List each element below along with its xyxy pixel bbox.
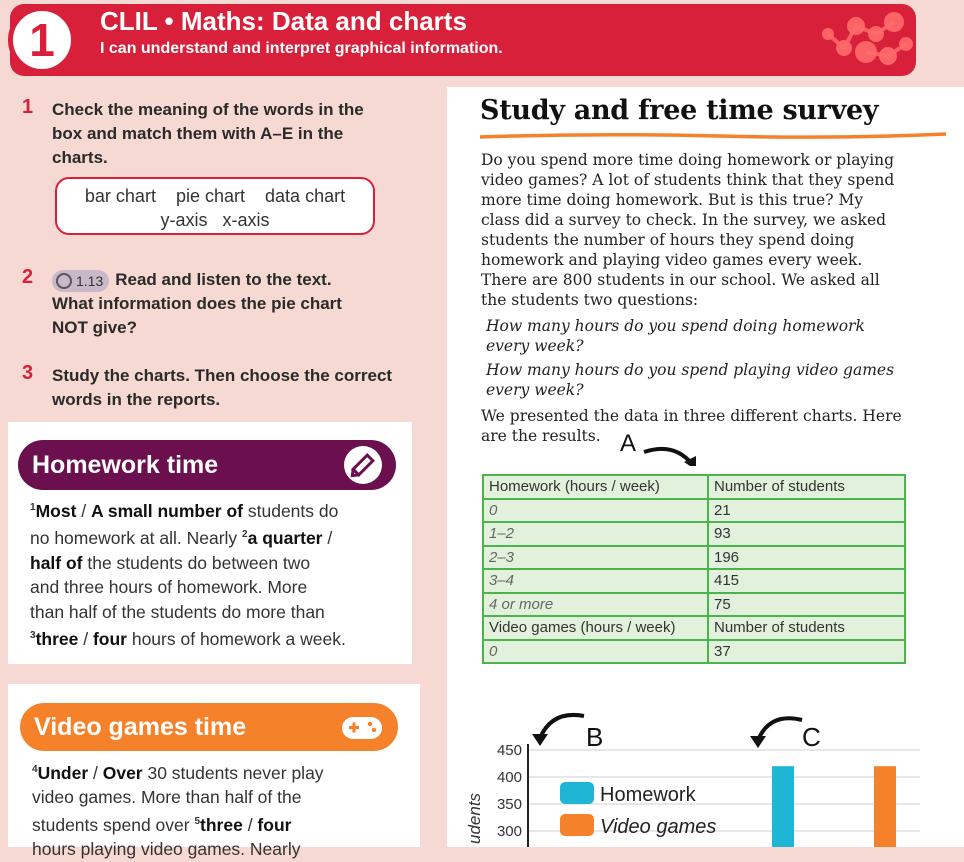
table-cell: 37 [708,640,905,664]
exercise-1-number: 1 [22,96,34,118]
bar-chart [450,740,964,847]
choice-a-quarter[interactable]: a quarter [247,528,323,549]
legend-swatch [560,814,594,836]
bar [874,766,896,847]
exercise-3-number: 3 [22,362,34,384]
word-x-axis: x-axis [222,210,270,230]
exercise-2-number: 2 [22,266,34,288]
gamepad-icon [340,711,384,743]
survey-question-1: How many hours do you spend doing homework every week? [486,317,865,355]
table-cell: 1–2 [483,522,708,546]
table-cell: 21 [708,499,905,523]
homework-report-text: $^1$Most / A small number of students do no homework at all. Nearly $^2$a quarter / half of the students do between two and three hours of homework. More than half of the students do more than $^3$three / four hours of homework a week. [30,500,346,649]
choice-three[interactable]: three [35,628,79,649]
word-box [55,177,375,235]
unit-number: 1 [8,6,76,74]
table-header-homework: Homework (hours / week) [483,475,708,499]
lesson-title: CLIL • Maths: Data and charts [100,6,467,36]
legend-label: Video games [600,816,717,838]
table-header-games: Video games (hours / week) [483,616,708,640]
table-cell: 2–3 [483,546,708,570]
legend-swatch [560,782,594,804]
table-cell: 0 [483,640,708,664]
choice-half-of[interactable]: half of [30,552,83,573]
choice-over[interactable]: Over [102,762,143,783]
label-b: B [586,722,604,752]
exercise-1-text: Check the meaning of the words in the box and match them with A–E in the charts. [52,100,364,167]
word-pie-chart: pie chart [175,186,246,206]
bar [772,766,794,847]
lesson-subtitle: I can understand and interpret graphical information. [100,40,503,57]
y-tick-label: 300 [496,823,522,840]
pencil-icon [344,446,382,484]
article-paragraph-2: We presented the data in three different charts. Here are the results. [481,407,902,445]
legend-label: Homework [600,784,696,806]
word-bar-chart: bar chart [84,186,156,206]
audio-icon [56,273,72,289]
table-cell: 0 [483,499,708,523]
article-paragraph-1: Do you spend more time doing homework or playing video games? A lot of students think that they spend more time doing homework. But is this true? My class did a survey to check. In the survey, we asked students the number of hours they spend doing homework and playing video games every week. There are 800 students in our school. We asked all the students two questions: [481,151,895,309]
choice-three-games[interactable]: three [200,814,243,835]
word-data-chart: data chart [265,186,346,206]
word-y-axis: y-axis [160,210,208,230]
table-cell: 4 or more [483,593,708,617]
choice-under[interactable]: Under [37,762,89,783]
y-tick-label: 450 [496,742,522,759]
games-card-title: Video games time [34,712,247,741]
choice-four-games[interactable]: four [257,814,292,835]
choice-small-number[interactable]: A small number of [90,500,243,521]
survey-question-2: How many hours do you spend playing video games every week? [486,361,895,399]
title-underline [478,130,948,142]
label-c: C [802,722,821,752]
table-cell: 415 [708,569,905,593]
table-cell: 93 [708,522,905,546]
games-card-header [20,703,398,751]
audio-track-button[interactable]: 1.13 [52,270,109,292]
decorative-dots [716,4,916,76]
exercise-2-text: 1.13 Read and listen to the text. What information does the pie chart NOT give? [52,270,342,337]
table-cell: 3–4 [483,569,708,593]
table-header-students: Number of students [708,475,905,499]
homework-card-title: Homework time [32,450,219,479]
table-cell: 196 [708,546,905,570]
y-tick-label: 400 [496,769,522,786]
choice-four[interactable]: four [92,628,127,649]
table-cell: 75 [708,593,905,617]
table-header-students-2: Number of students [708,616,905,640]
games-report-text: $^4$Under / Over 30 students never play video games. More than half of the students spend over $^5$three / four hours playing video games. Nearly [32,762,324,860]
homework-card-header [18,440,396,490]
y-tick-label: 350 [496,796,522,813]
article-title: Study and free time survey [480,95,879,126]
label-a: A [620,430,637,457]
data-table [482,474,906,664]
choice-most[interactable]: Most [35,500,77,521]
y-axis-label: udents [465,792,484,844]
exercise-3-text: Study the charts. Then choose the correct words in the reports. [52,366,393,409]
